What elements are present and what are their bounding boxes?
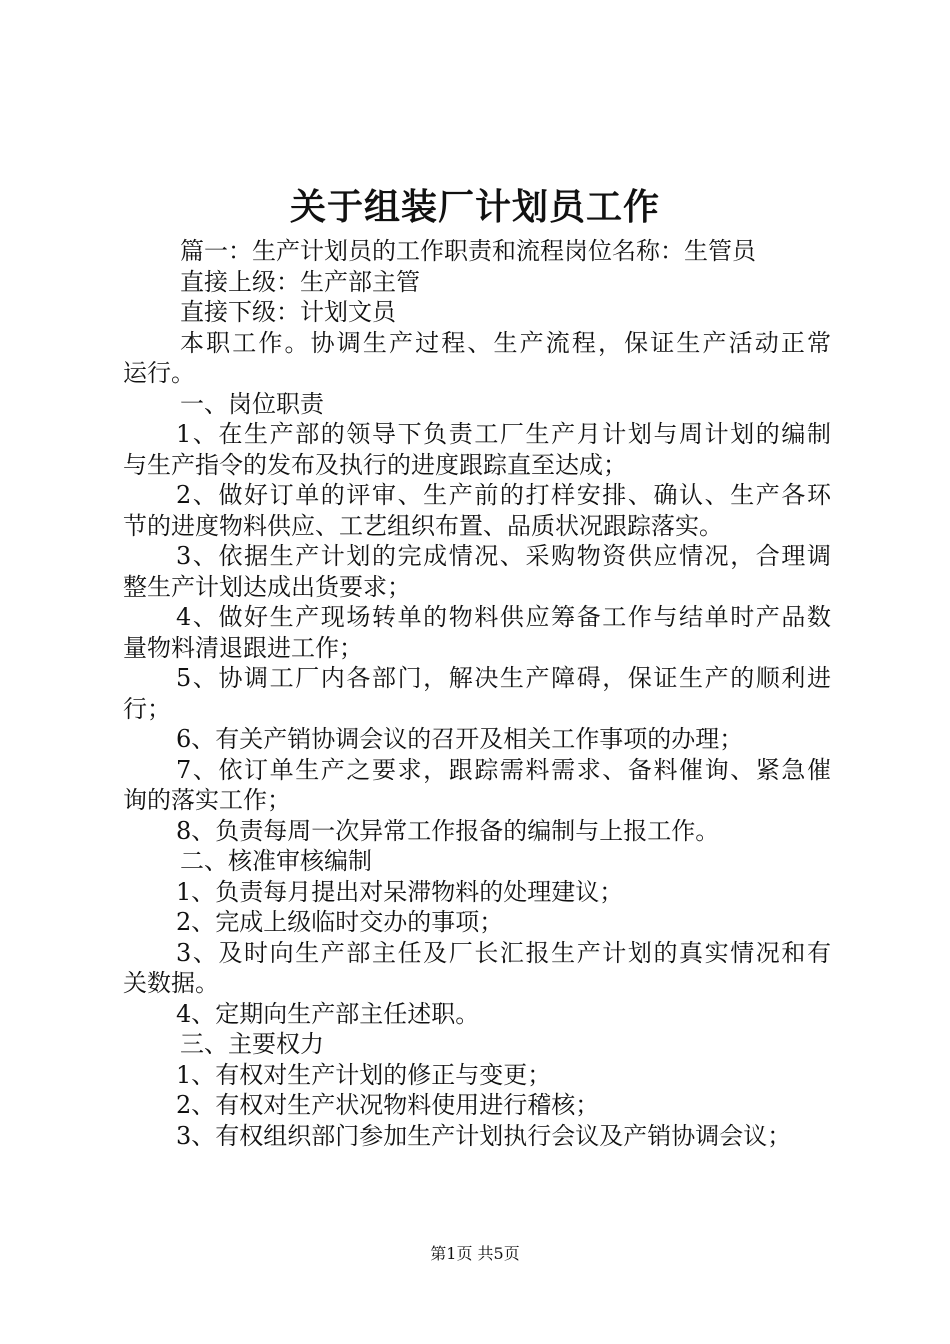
text-line: 4、定期向生产部主任述职。 (176, 999, 480, 1028)
text-line: 直接下级：计划文员 (180, 298, 396, 326)
text-line: 询的落实工作； (123, 786, 291, 814)
document-title: 关于组装厂计划员工作 (289, 187, 660, 228)
text-line: 4、做好生产现场转单的物料供应筹备工作与结单时产品数 (176, 603, 831, 631)
text-line: 行； (123, 694, 171, 723)
text-line: 直接上级：生产部主管 (180, 267, 420, 296)
text-line: 6、有关产销协调会议的召开及相关工作事项的办理； (176, 725, 744, 753)
text-line: 与生产指令的发布及执行的进度跟踪直至达成； (123, 450, 627, 479)
text-line: 篇一：生产计划员的工作职责和流程岗位名称：生管员 (180, 237, 756, 265)
text-line: 3、及时向生产部主任及厂长汇报生产计划的真实情况和有 (176, 938, 831, 967)
text-line: 运行。 (123, 359, 195, 387)
text-line: 本职工作。协调生产过程、生产流程，保证生产活动正常 (180, 328, 831, 357)
text-line: 1、负责每月提出对呆滞物料的处理建议； (176, 877, 624, 906)
document-body (123, 236, 831, 1151)
text-line: 2、完成上级临时交办的事项； (176, 908, 504, 936)
text-line: 2、做好订单的评审、生产前的打样安排、确认、生产各环 (176, 481, 831, 509)
text-line: 3、有权组织部门参加生产计划执行会议及产销协调会议； (176, 1121, 792, 1150)
text-line: 节的进度物料供应、工艺组织布置、品质状况跟踪落实。 (123, 511, 723, 540)
page-number: 第1页 共5页 (430, 1244, 520, 1263)
text-line: 7、依订单生产之要求，跟踪需料需求、备料催询、紧急催 (176, 755, 831, 784)
section-heading: 一、岗位职责 (180, 389, 324, 418)
text-line: 量物料清退跟进工作； (123, 633, 363, 662)
text-line: 关数据。 (123, 969, 219, 997)
text-line: 5、协调工厂内各部门，解决生产障碍，保证生产的顺利进 (176, 664, 831, 692)
text-line: 整生产计划达成出货要求； (123, 572, 411, 601)
text-line: 1、有权对生产计划的修正与变更； (176, 1060, 552, 1089)
text-line: 3、依据生产计划的完成情况、采购物资供应情况，合理调 (176, 542, 831, 570)
section-heading: 二、核准审核编制 (180, 847, 372, 875)
text-line: 2、有权对生产状况物料使用进行稽核； (176, 1091, 600, 1119)
text-line: 8、负责每周一次异常工作报备的编制与上报工作。 (176, 816, 720, 845)
text-line: 1、在生产部的领导下负责工厂生产月计划与周计划的编制 (176, 420, 831, 448)
section-heading: 三、主要权力 (180, 1030, 324, 1058)
